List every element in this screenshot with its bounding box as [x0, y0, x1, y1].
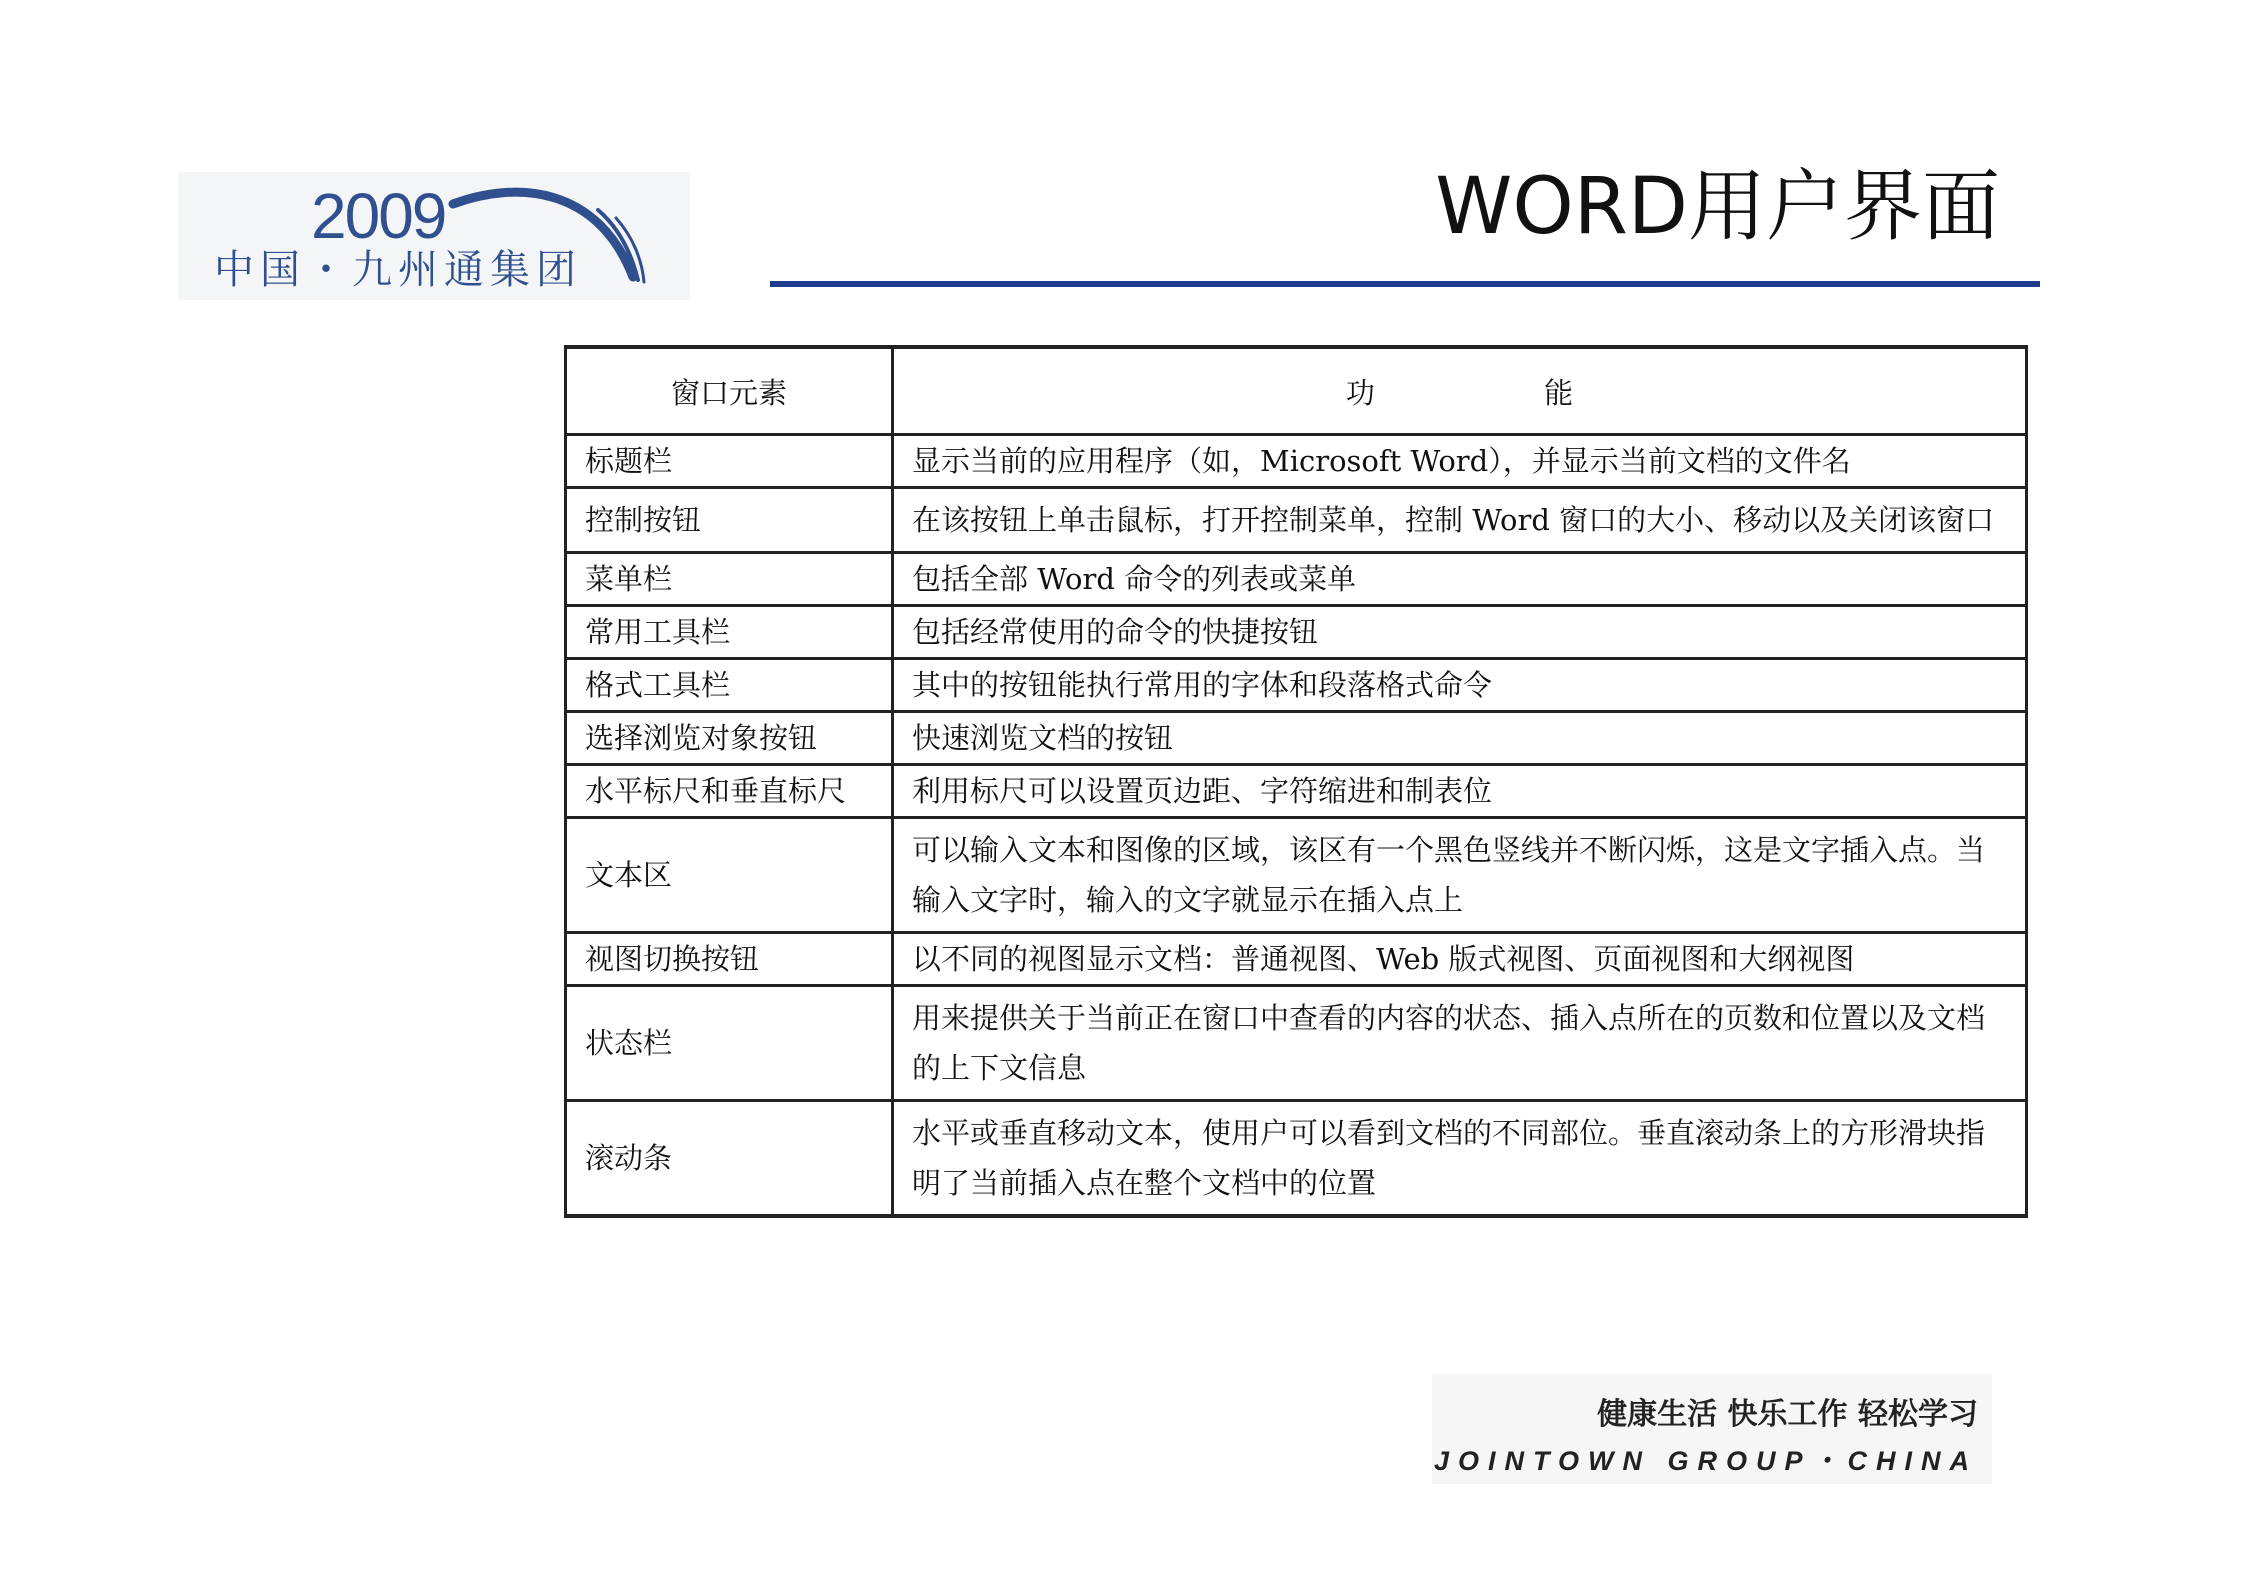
- footer-slogan: 健康生活 快乐工作 轻松学习: [1597, 1397, 1978, 1432]
- window-elements-table-container: [564, 345, 2028, 1218]
- table-row: [566, 1101, 2027, 1217]
- row-function: 包括全部 Word 命令的列表或菜单: [893, 553, 2027, 606]
- page-title: WORD用户界面: [1435, 162, 2000, 252]
- row-element: 标题栏: [566, 435, 893, 488]
- row-function: 包括经常使用的命令的快捷按钮: [893, 606, 2027, 659]
- row-element: 常用工具栏: [566, 606, 893, 659]
- logo-company-name: 中国・九州通集团: [214, 247, 582, 293]
- row-function: 快速浏览文档的按钮: [893, 712, 2027, 765]
- row-function: 用来提供关于当前正在窗口中查看的内容的状态、插入点所在的页数和位置以及文档的上下文信息: [893, 986, 2027, 1101]
- row-function: 可以输入文本和图像的区域，该区有一个黑色竖线并不断闪烁，这是文字插入点。当输入文字时，输入的文字就显示在插入点上: [893, 818, 2027, 933]
- footer-company-name: JOINTOWN GROUP・CHINA: [1433, 1446, 1978, 1476]
- logo-year: 2009: [311, 180, 446, 252]
- row-element: 格式工具栏: [566, 659, 893, 712]
- footer-brand: [1432, 1374, 1992, 1484]
- row-element: 滚动条: [566, 1101, 893, 1217]
- header-function: 功 能: [893, 347, 2027, 435]
- table-header-row: [566, 347, 2027, 435]
- table-row: [566, 986, 2027, 1101]
- row-element: 文本区: [566, 818, 893, 933]
- row-function: 显示当前的应用程序（如，Microsoft Word），并显示当前文档的文件名: [893, 435, 2027, 488]
- row-function: 水平或垂直移动文本，使用户可以看到文档的不同部位。垂直滚动条上的方形滑块指明了当前插入点在整个文档中的位置: [893, 1101, 2027, 1217]
- row-function: 以不同的视图显示文档：普通视图、Web 版式视图、页面视图和大纲视图: [893, 933, 2027, 986]
- row-element: 水平标尺和垂直标尺: [566, 765, 893, 818]
- table-row: [566, 488, 2027, 553]
- window-elements-table: [564, 345, 2028, 1218]
- table-row: [566, 606, 2027, 659]
- row-element: 选择浏览对象按钮: [566, 712, 893, 765]
- title-divider: [770, 281, 2040, 287]
- row-element: 控制按钮: [566, 488, 893, 553]
- row-element: 视图切换按钮: [566, 933, 893, 986]
- table-row: [566, 818, 2027, 933]
- table-row: [566, 765, 2027, 818]
- row-function: 其中的按钮能执行常用的字体和段落格式命令: [893, 659, 2027, 712]
- table-row: [566, 933, 2027, 986]
- row-element: 状态栏: [566, 986, 893, 1101]
- table-row: [566, 435, 2027, 488]
- table-row: [566, 553, 2027, 606]
- header-element: 窗口元素: [566, 347, 893, 435]
- company-logo: [178, 172, 690, 300]
- row-function: 在该按钮上单击鼠标，打开控制菜单，控制 Word 窗口的大小、移动以及关闭该窗口: [893, 488, 2027, 553]
- row-function: 利用标尺可以设置页边距、字符缩进和制表位: [893, 765, 2027, 818]
- row-element: 菜单栏: [566, 553, 893, 606]
- table-row: [566, 712, 2027, 765]
- table-row: [566, 659, 2027, 712]
